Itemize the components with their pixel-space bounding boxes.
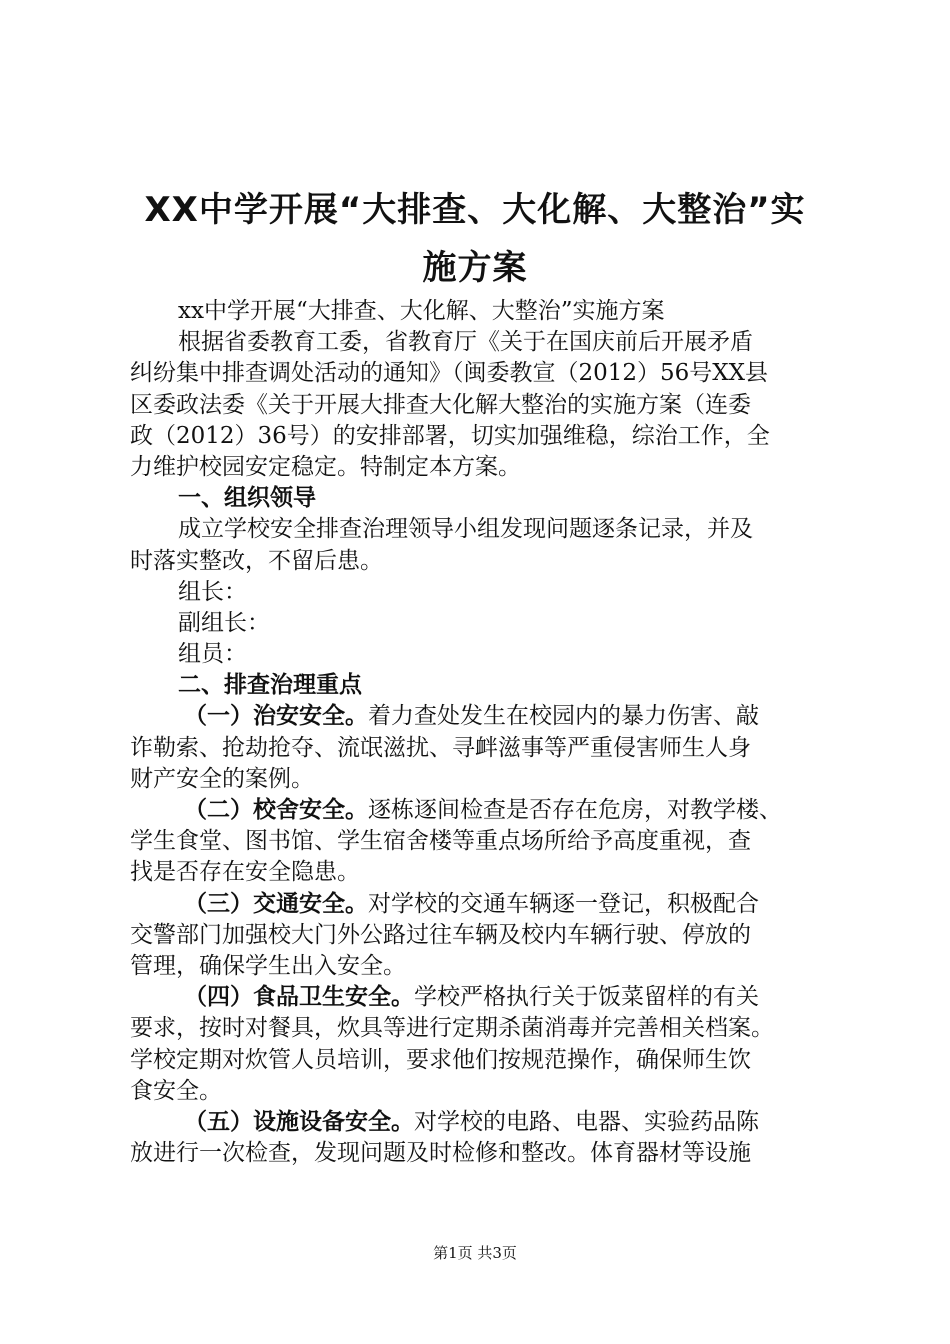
item-text: 学校严格执行关于饭菜留样的有关 [414, 984, 759, 1011]
document-title-line-2: 施方案 [422, 248, 528, 288]
intro-paragraph-line: 根据省委教育工委，省教育厅《关于在国庆前后开展矛盾 [178, 329, 753, 356]
intro-paragraph-line: 政（2012）36号）的安排部署，切实加强维稳，综治工作，全 [130, 422, 770, 449]
intro-paragraph-line: 力维护校园安定稳定。特制定本方案。 [130, 453, 521, 480]
item-school-building-line [130, 795, 830, 826]
item-text: 着力查处发生在校园内的暴力伤害、敲 [368, 703, 759, 730]
intro-paragraph-line: 区委政法委《关于开展大排查大化解大整治的实施方案（连委 [130, 391, 751, 418]
section1-paragraph-line: 时落实整改，不留后患。 [130, 547, 383, 574]
item-text-line: 管理，确保学生出入安全。 [130, 952, 406, 979]
item-text: 对学校的电路、电器、实验药品陈 [414, 1108, 759, 1135]
item-label-public-security: （一）治安安全。 [184, 703, 368, 730]
section-heading-organization: 一、组织领导 [178, 485, 316, 512]
intro-paragraph-line: 纠纷集中排查调处活动的通知》（闽委教宣（2012）56号XX县 [130, 360, 769, 387]
group-leader-label: 组长： [178, 578, 247, 605]
item-text-line: 食安全。 [130, 1077, 222, 1104]
section-heading-key-points: 二、排查治理重点 [178, 672, 362, 699]
item-traffic-line [130, 889, 830, 920]
item-label-school-building: （二）校舍安全。 [184, 797, 368, 823]
item-facilities-line [130, 1107, 830, 1138]
item-text-line: 诈勒索、抢劫抢夺、流氓滋扰、寻衅滋事等严重侵害师生人身 [130, 734, 751, 761]
item-food-hygiene-line [130, 982, 830, 1013]
item-label-traffic: （三）交通安全。 [184, 890, 368, 917]
members-label: 组员： [178, 641, 247, 668]
item-text: 对学校的交通车辆逐一登记，积极配合 [368, 890, 759, 917]
item-text-line: 学校定期对炊管人员培训，要求他们按规范操作，确保师生饮 [130, 1046, 751, 1073]
item-text-line: 学生食堂、图书馆、学生宿舍楼等重点场所给予高度重视，查 [130, 828, 751, 855]
item-text-line: 交警部门加强校大门外公路过往车辆及校内车辆行驶、停放的 [130, 921, 751, 948]
page-footer: 第1页 共3页 [433, 1244, 517, 1262]
document-title-line-1: XX中学开展“大排查、大化解、大整治”实 [144, 190, 806, 230]
item-public-security-line [130, 701, 830, 732]
item-label-food-hygiene: （四）食品卫生安全。 [184, 984, 414, 1011]
item-text: 逐栋逐间检查是否存在危房，对教学楼、 [368, 797, 782, 823]
item-text-line: 财产安全的案例。 [130, 765, 314, 792]
document-body [130, 296, 830, 1169]
deputy-leader-label: 副组长： [178, 609, 270, 636]
section1-paragraph-line: 成立学校安全排查治理领导小组发现问题逐条记录，并及 [178, 516, 753, 543]
item-label-facilities: （五）设施设备安全。 [184, 1108, 414, 1135]
intro-title: xx中学开展“大排查、大化解、大整治”实施方案 [178, 298, 665, 324]
item-text-line: 要求，按时对餐具，炊具等进行定期杀菌消毒并完善相关档案。 [130, 1015, 774, 1042]
item-text-line: 放进行一次检查，发现问题及时检修和整改。体育器材等设施 [130, 1140, 751, 1167]
item-text-line: 找是否存在安全隐患。 [130, 859, 360, 886]
